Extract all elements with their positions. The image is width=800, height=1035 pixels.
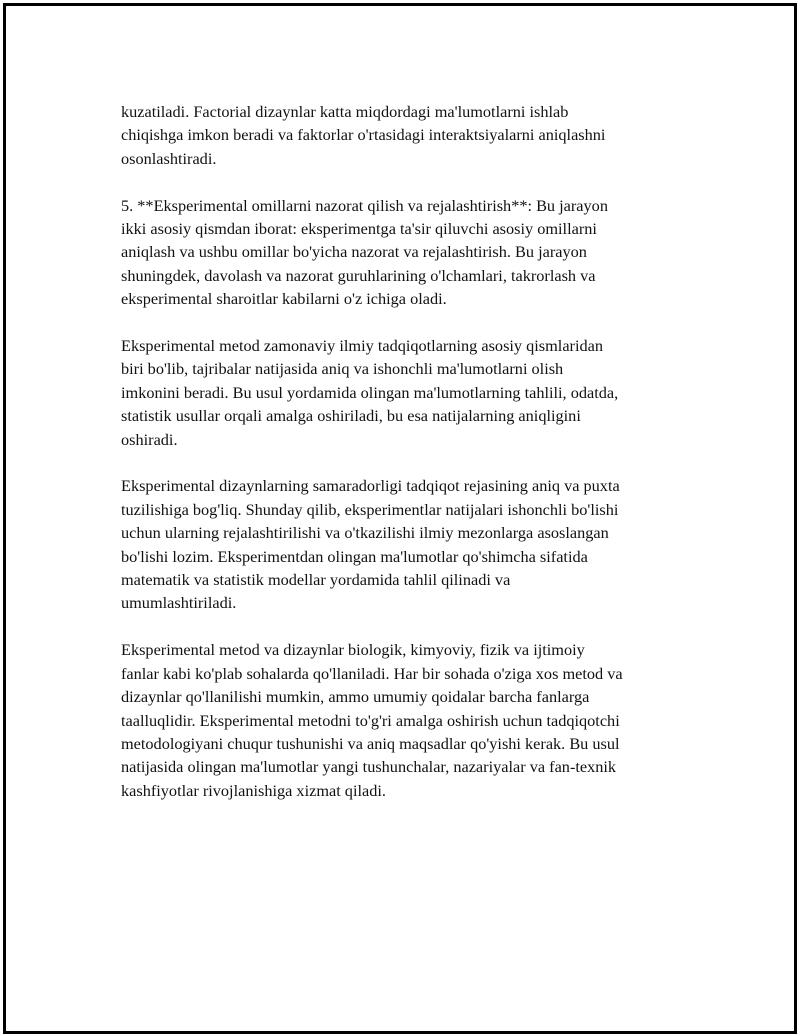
text-line: dizaynlar qo'llanilishi mumkin, ammo umumiy qoidalar barcha fanlarga <box>121 687 590 707</box>
paragraph-applications <box>121 638 701 802</box>
paragraph-experimental-method <box>121 334 701 451</box>
paragraph-factorial-continuation <box>121 100 701 170</box>
text-line: umumlashtiriladi. <box>121 593 237 613</box>
text-line: kuzatiladi. Factorial dizaynlar katta miqdordagi ma'lumotlarni ishlab <box>121 102 569 121</box>
text-line: fanlar kabi ko'plab sohalarda qo'llaniladi. Har bir sohada o'ziga xos metod va <box>121 663 623 683</box>
text-line: Eksperimental dizaynlarning samaradorligi tadqiqot rejasining aniq va puxta <box>121 476 620 496</box>
text-line: bo'lishi lozim. Eksperimentdan olingan ma'lumotlar qo'shimcha sifatida <box>121 546 588 566</box>
text-line: aniqlash va ushbu omillar bo'yicha nazorat va rejalashtirish. Bu jarayon <box>121 242 587 262</box>
text-line: natijasida olingan ma'lumotlar yangi tushunchalar, nazariyalar va fan-texnik <box>121 757 617 777</box>
text-line: eksperimental sharoitlar kabilarni o'z ichiga oladi. <box>121 289 447 309</box>
text-line: matematik va statistik modellar yordamida tahlil qilinadi va <box>121 570 511 590</box>
paragraph-experimental-factors-control <box>121 194 701 311</box>
text-line: 5. **Eksperimental omillarni nazorat qilish va rejalashtirish**: Bu jarayon <box>121 195 608 215</box>
text-line: Eksperimental metod va dizaynlar biologik, kimyoviy, fizik va ijtimoiy <box>121 640 585 660</box>
text-line: metodologiyani chuqur tushunishi va aniq maqsadlar qo'yishi kerak. Bu usul <box>121 733 620 753</box>
text-line: shuningdek, davolash va nazorat guruhlarining o'lchamlari, takrorlash va <box>121 265 596 285</box>
text-line: ikki asosiy qismdan iborat: eksperimentga ta'sir qiluvchi asosiy omillarni <box>121 219 597 239</box>
text-line: uchun ularning rejalashtirilishi va o'tkazilishi ilmiy mezonlarga asoslangan <box>121 523 609 543</box>
text-line: tuzilishiga bog'liq. Shunday qilib, eksperimentlar natijalari ishonchli bo'lishi <box>121 499 619 519</box>
text-line: taalluqlidir. Eksperimental metodni to'g'ri amalga oshirish uchun tadqiqotchi <box>121 710 620 730</box>
page-frame <box>3 3 797 1034</box>
document-body <box>121 100 701 826</box>
paragraph-design-effectiveness <box>121 474 701 614</box>
text-line: oshiradi. <box>121 429 178 449</box>
text-line: kashfiyotlar rivojlanishiga xizmat qiladi. <box>121 780 386 800</box>
text-line: Eksperimental metod zamonaviy ilmiy tadqiqotlarning asosiy qismlaridan <box>121 336 604 356</box>
text-line: osonlashtiradi. <box>121 148 217 168</box>
text-line: statistik usullar orqali amalga oshiriladi, bu esa natijalarning aniqligini <box>121 406 581 426</box>
text-line: biri bo'lib, tajribalar natijasida aniq va ishonchli ma'lumotlarni olish <box>121 359 564 379</box>
text-line: imkonini beradi. Bu usul yordamida olingan ma'lumotlarning tahlili, odatda, <box>121 382 619 402</box>
text-line: chiqishga imkon beradi va faktorlar o'rtasidagi interaktsiyalarni aniqlashni <box>121 125 606 145</box>
